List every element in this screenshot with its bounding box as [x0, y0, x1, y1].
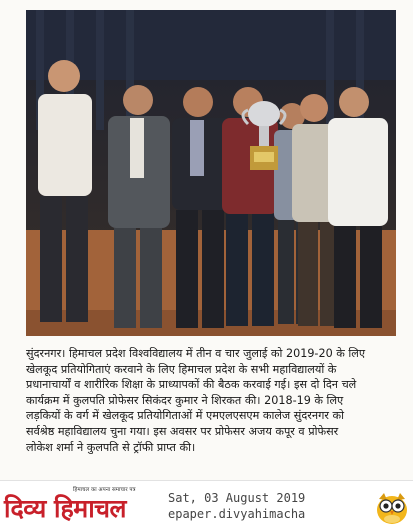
- masthead-tagline: हिमाचल का अपना समाचार पत्र: [73, 487, 136, 493]
- article-line: कार्यक्रम में कुलपति प्रोफेसर सिकंदर कुमार ने शिरकत की। 2018-19 के लिए: [26, 393, 344, 407]
- article-line: खेलकूद प्रतियोगिताएं करवाने के लिए हिमाचल प्रदेश के सभी महाविद्यालयों के: [26, 362, 337, 376]
- publication-date: Sat, 03 August 2019: [168, 491, 306, 505]
- article-line: लोकेश शर्मा ने कुलपति से ट्रॉफी प्राप्त की।: [26, 440, 196, 454]
- article-line: सुंदरनगर। हिमाचल प्रदेश विश्वविद्यालय में तीन व चार जुलाई को 2019-20 के लिए: [26, 347, 366, 360]
- article-line: सर्वश्रेष्ठ महाविद्यालय चुना गया। इस अवसर पर प्रोफेसर अजय कपूर व प्रोफेसर: [26, 424, 339, 438]
- article-line: लड़कियों के वर्ग में खेलकूद प्रतियोगिताओं में एमएलएसएम कालेज सुंदरनगर को: [26, 409, 345, 423]
- article-body: [26, 346, 400, 455]
- news-photo: [26, 10, 396, 336]
- owl-icon: [374, 489, 410, 525]
- article-line: प्रधानाचार्यों व शारीरिक शिक्षा के प्राध्यापकों की बैठक करवाई गई। इस दो दिन चले: [26, 378, 357, 392]
- footer-bar: [0, 480, 413, 528]
- epaper-link[interactable]: epaper.divyahimacha: [168, 507, 306, 521]
- newspaper-logo: दिव्य हिमाचल: [4, 494, 127, 523]
